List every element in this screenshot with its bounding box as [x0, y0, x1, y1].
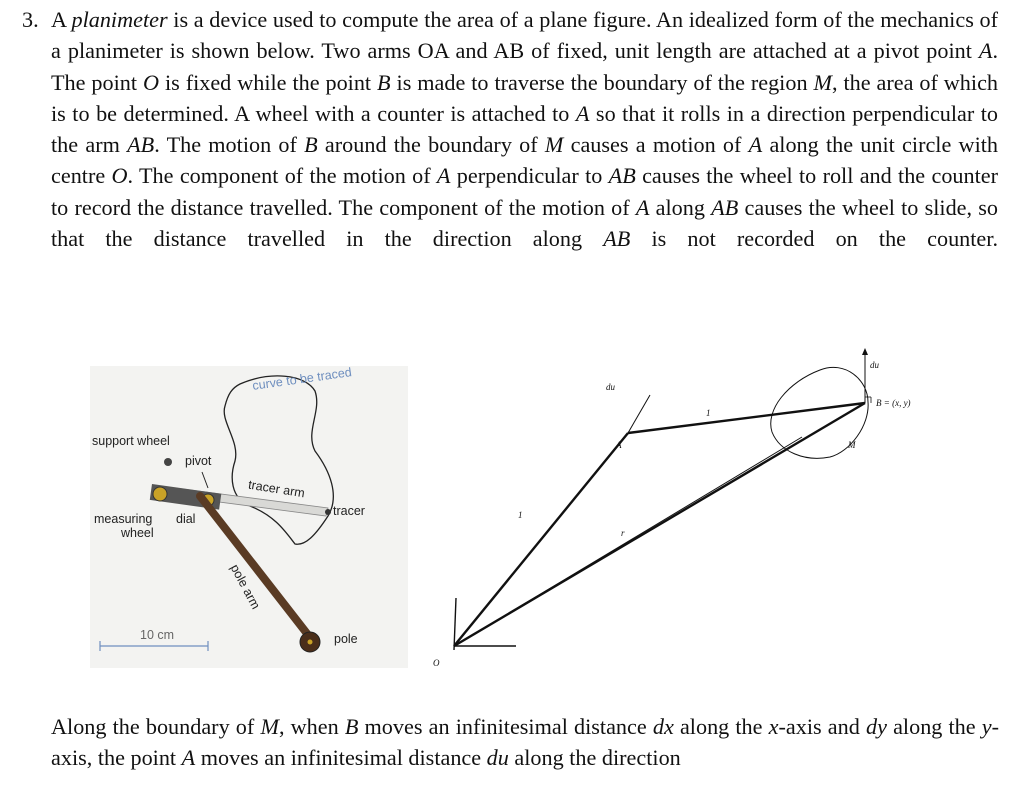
arm-OA	[454, 433, 628, 646]
label-O: O	[433, 658, 440, 668]
label-pole: pole	[334, 632, 358, 646]
planimeter-photo	[90, 366, 408, 668]
label-B-point: B = (x, y)	[876, 398, 911, 408]
label-M: M	[848, 440, 856, 450]
pivot-pointer	[202, 472, 208, 488]
label-pivot: pivot	[185, 454, 212, 468]
problem-paragraph	[22, 4, 998, 286]
measuring-wheel	[153, 487, 167, 501]
paragraph-2: Along the boundary of M, when B moves an infinitesimal distance dx along the x-axis and dy along the y-axis, the point A moves an infinitesimal distance du along the direction	[51, 714, 1000, 771]
pole-pin	[308, 640, 313, 645]
traced-curve	[224, 376, 333, 544]
du-line-A	[628, 395, 650, 433]
problem-text: A planimeter is a device used to compute the area of a plane figure. An idealized form of the mechanics of a planimeter is shown below. Two arms OA and AB of fixed, unit length are attached at a pivot point A. The point O is fixed while the point B is made to traverse the boundary of the region M, the area of which is to be determined. A wheel with a counter is attached to A so that it rolls in a direction perpendicular to the arm AB. The motion of B around the boundary of M causes a motion of A along the unit circle with centre O. The component of the motion of A perpendicular to AB causes the wheel to roll and the counter to record the distance travelled. The component of the motion of A along AB causes the wheel to slide, so that the distance travelled in the direction along AB is not recorded on the counter.	[51, 7, 999, 252]
support-wheel	[164, 458, 172, 466]
label-tracer: tracer	[333, 504, 365, 518]
label-wheel: wheel	[121, 526, 154, 540]
label-one-OA: 1	[518, 510, 523, 520]
problem-number: 3.	[22, 7, 39, 32]
pole-arm	[200, 496, 312, 640]
label-A: A	[616, 440, 622, 450]
label-curve: curve to be traced	[251, 365, 353, 393]
arm-AB	[628, 403, 865, 433]
label-dial: dial	[176, 512, 196, 526]
label-tracer-arm: tracer arm	[247, 477, 306, 501]
tracer	[325, 509, 331, 515]
label-scale: 10 cm	[140, 628, 175, 642]
planimeter-diagram	[420, 340, 1020, 690]
label-one-AB: 1	[706, 408, 711, 418]
label-pole-arm: pole arm	[227, 562, 263, 612]
label-measuring: measuring	[94, 512, 153, 526]
label-support-wheel: support wheel	[92, 434, 170, 448]
label-r: r	[621, 528, 625, 538]
segment-OM	[454, 437, 802, 646]
diagram-svg	[420, 340, 1020, 690]
label-du-A: du	[606, 382, 615, 392]
du-arrow-head	[862, 348, 868, 355]
label-du-top: du	[870, 360, 879, 370]
